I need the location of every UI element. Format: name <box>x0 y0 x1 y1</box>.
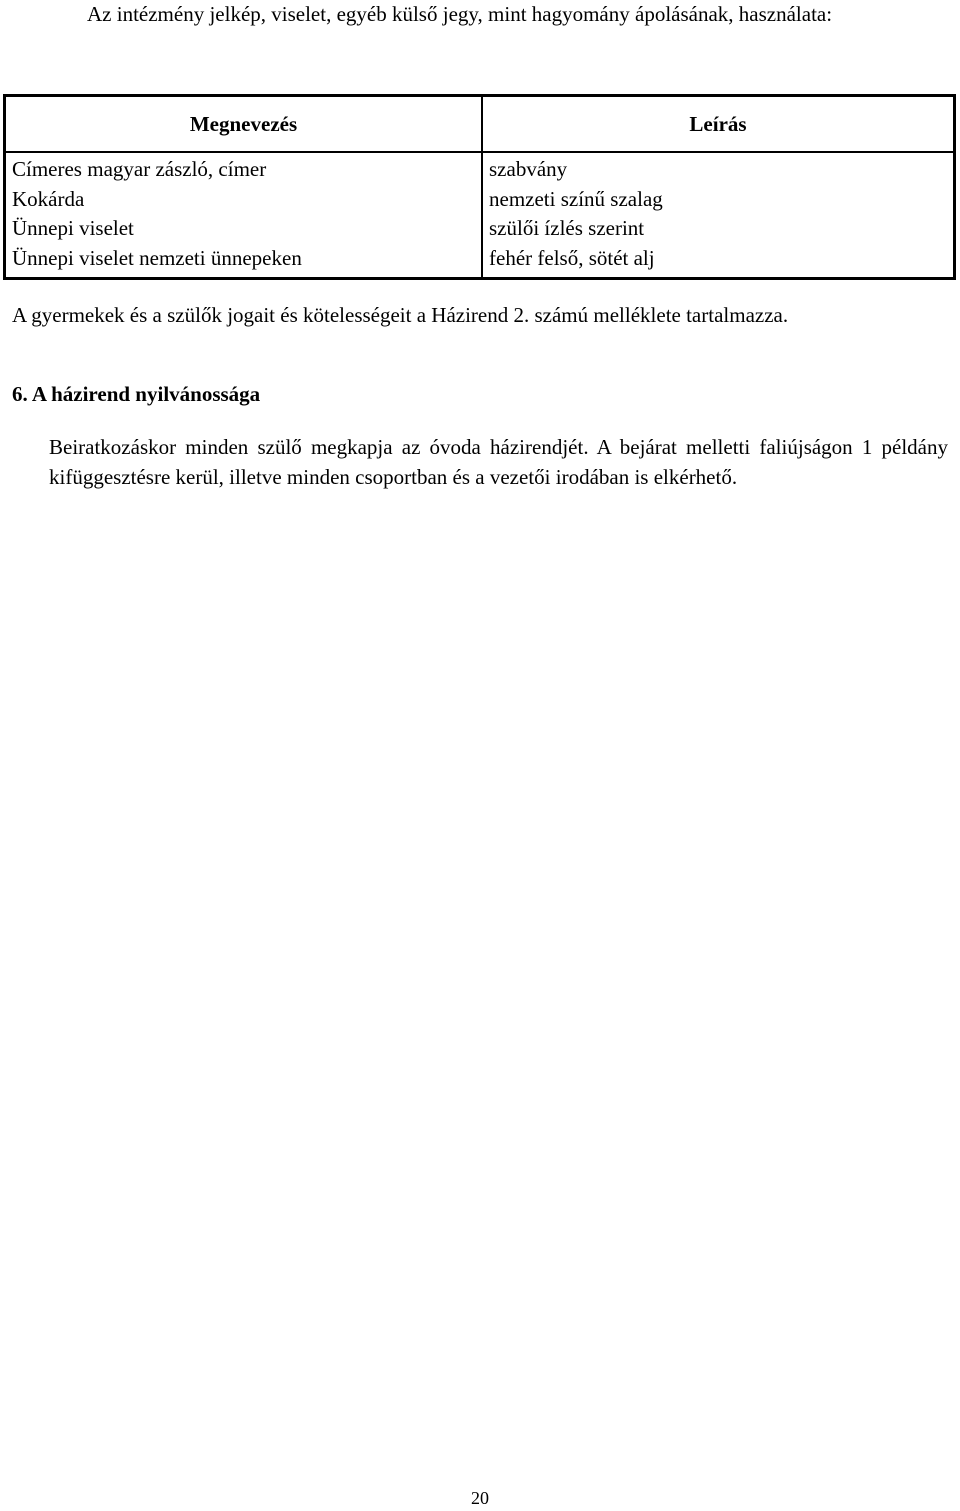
table-cell-name: Ünnepi viselet <box>12 216 134 240</box>
section-heading: 6. A házirend nyilvánossága <box>12 382 261 406</box>
table-cell-name: Kokárda <box>12 186 85 211</box>
table-cell-description: szabvány <box>489 157 568 181</box>
section-paragraph: Beiratkozáskor minden szülő megkapja az óvoda házirendjét. A bejárat melletti faliújságon 1 példány kifüggesztésre kerül, illetve minden csoportban és a vezetői irodában is elkérhető. <box>49 435 948 489</box>
table-cell-description: fehér felső, sötét alj <box>489 245 655 270</box>
intro-text: Az intézmény jelkép, viselet, egyéb külső jegy, mint hagyomány ápolásának, használata: <box>87 2 833 26</box>
table-cell-description: nemzeti színű szalag <box>489 186 663 211</box>
names-cell <box>5 152 483 279</box>
column-header-description: Leírás <box>482 96 955 153</box>
symbols-table <box>3 94 956 280</box>
table-header-row <box>5 96 955 153</box>
column-header-name: Megnevezés <box>5 96 483 153</box>
table-cell-name: Címeres magyar zászló, címer <box>12 157 267 181</box>
table-cell-name: Ünnepi viselet nemzeti ünnepeken <box>12 245 302 270</box>
table-row <box>5 152 955 279</box>
table-cell-description: szülői ízlés szerint <box>489 216 645 240</box>
page-number: 20 <box>471 1488 489 1508</box>
rights-text: A gyermekek és a szülők jogait és kötelességeit a Házirend 2. számú melléklete tartalmazza. <box>12 303 789 327</box>
descriptions-cell <box>482 152 955 279</box>
